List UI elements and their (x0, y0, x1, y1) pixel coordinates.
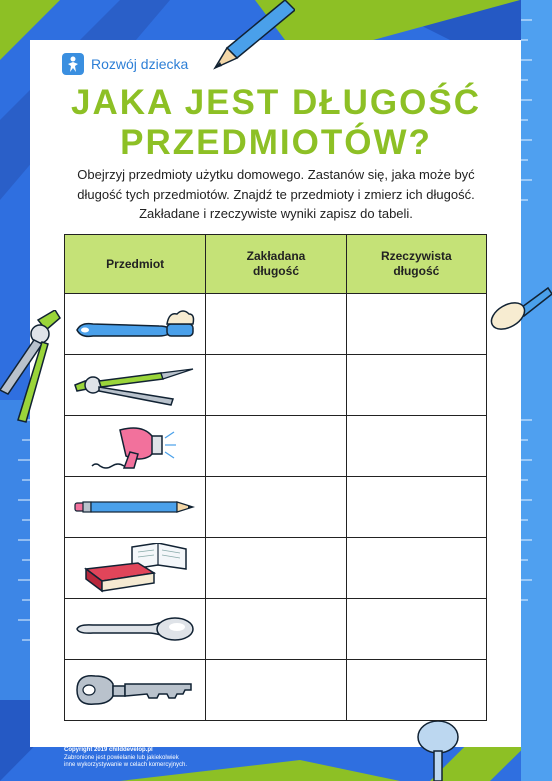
brand-logo[interactable] (62, 52, 188, 76)
item-cell (65, 294, 206, 355)
copyright-line[interactable]: Copyright 2019 childdevelop.pl (64, 747, 153, 753)
item-cell (65, 660, 206, 721)
estimated-length-cell[interactable] (206, 660, 346, 721)
table-row (65, 599, 487, 660)
item-cell (65, 477, 206, 538)
actual-length-cell[interactable] (346, 416, 486, 477)
estimated-length-cell[interactable] (206, 477, 346, 538)
header-item-label: Przedmiot (106, 256, 165, 271)
pencil-icon (73, 497, 197, 517)
instructions-line: Obejrzyj przedmioty użytku domowego. Zastanów się, jaka może być (77, 167, 475, 182)
actual-length-cell[interactable] (346, 660, 486, 721)
instructions-text (52, 165, 500, 224)
estimated-length-cell[interactable] (206, 538, 346, 599)
key-icon (73, 670, 197, 710)
item-cell (65, 599, 206, 660)
measurement-table (64, 234, 487, 721)
item-cell (65, 416, 206, 477)
table-row (65, 477, 487, 538)
spoon-icon (73, 613, 197, 645)
actual-length-cell[interactable] (346, 538, 486, 599)
copyright-line: inne wykorzystywanie w celach komercyjnych. (64, 762, 188, 768)
header-estimated-length (206, 235, 346, 294)
header-item (65, 235, 206, 294)
table-header-row (65, 235, 487, 294)
actual-length-cell[interactable] (346, 477, 486, 538)
table-row (65, 538, 487, 599)
estimated-length-cell[interactable] (206, 355, 346, 416)
page-title-line2: PRZEDMIOTÓW? (120, 123, 432, 162)
header-actual-length (346, 235, 486, 294)
toothbrush-decoration-icon (488, 282, 552, 334)
child-logo-icon (62, 53, 84, 75)
copyright-footer (64, 747, 187, 770)
table-row (65, 294, 487, 355)
actual-length-cell[interactable] (346, 355, 486, 416)
hair-dryer-icon (90, 422, 180, 470)
instructions-line: Zakładane i rzeczywiste wyniki zapisz do tabeli. (139, 206, 413, 221)
instructions-line: długość tych przedmiotów. Znajdź te przedmioty i zmierz ich długość. (77, 186, 475, 202)
table-row (65, 416, 487, 477)
item-cell (65, 355, 206, 416)
spoon-decoration-icon (408, 715, 468, 781)
compass-decoration-icon (0, 310, 70, 430)
brand-name: Rozwój dziecka (91, 56, 189, 72)
compass-icon (73, 363, 197, 407)
toothbrush-icon (73, 304, 197, 344)
estimated-length-cell[interactable] (206, 416, 346, 477)
estimated-length-cell[interactable] (206, 599, 346, 660)
page-title-line1: JAKA JEST DŁUGOŚĆ (71, 83, 481, 122)
copyright-line: Zabronione jest powielanie lub jakiekolwiek (64, 754, 179, 761)
actual-length-cell[interactable] (346, 599, 486, 660)
header-estimated-label: Zakładana długość (246, 249, 306, 278)
table-row (65, 355, 487, 416)
table-row (65, 660, 487, 721)
books-icon (80, 543, 190, 593)
actual-length-cell[interactable] (346, 294, 486, 355)
estimated-length-cell[interactable] (206, 294, 346, 355)
item-cell (65, 538, 206, 599)
pencil-decoration-icon (205, 0, 295, 72)
header-actual-label: Rzeczywista długość (380, 249, 452, 278)
